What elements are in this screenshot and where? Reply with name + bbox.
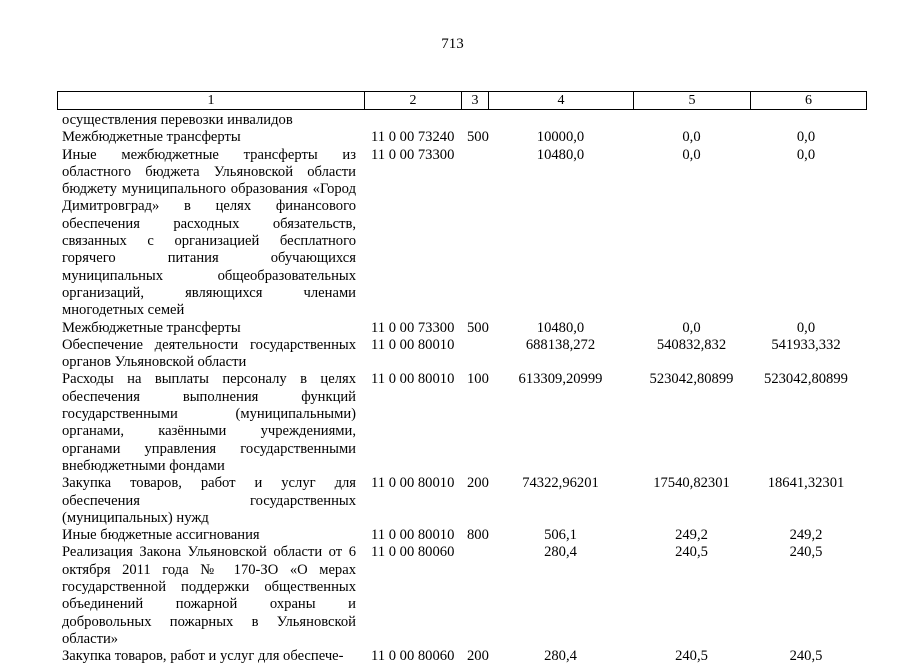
- row-expense-type: 200: [467, 648, 489, 665]
- row-expense-type: 500: [467, 319, 489, 336]
- row-value-col6: 240,5: [789, 544, 823, 561]
- table-row: [62, 527, 862, 544]
- row-code: 11 0 00 80010: [371, 336, 455, 353]
- row-value-col4: 506,1: [544, 527, 577, 544]
- row-value-col4: [488, 112, 633, 129]
- header-col-1: 1: [58, 92, 365, 110]
- row-name: Межбюджетные трансферты: [62, 319, 241, 336]
- row-value-col6: 0,0: [796, 129, 816, 146]
- row-value-col5: 249,2: [675, 527, 708, 544]
- row-value-col6: 523042,80899: [764, 371, 848, 388]
- row-expense-type: [461, 147, 488, 320]
- row-name: Обеспечение деятельности государственных органов Ульяновской области: [62, 336, 356, 371]
- row-name: Реализация Закона Ульяновской области от 6 октября 2011 года № 170-ЗО «О мерах государственной поддержки общественных объединений пожарной охраны и добровольных пожарных в Ульяновской области»: [62, 544, 356, 647]
- row-code: 11 0 00 73300: [371, 319, 455, 336]
- row-name: Иные межбюджетные трансферты из областного бюджета Ульяновской области бюджету муниципального образования «Город Димитровград» в целях финансового обеспечения расходных обязательств, связанных с организацией бесплатного горячего питания обучающихся муниципальных общеобразовательных организаций, являющихся членами многодетных семей: [62, 146, 356, 319]
- header-col-4: 4: [489, 92, 634, 110]
- row-code: 11 0 00 80010: [371, 527, 455, 544]
- row-expense-type: 100: [467, 371, 489, 388]
- table-row: [62, 475, 862, 527]
- table-row: [62, 648, 862, 665]
- row-value-col6: 0,0: [796, 146, 816, 163]
- row-name: Расходы на выплаты персоналу в целях обеспечения выполнения функций государственными (муниципальными) органами, казёнными учреждениями, органами управления государственными внебюджетными фондами: [62, 371, 356, 474]
- page-number: 713: [441, 36, 464, 52]
- table-row: [62, 112, 862, 129]
- row-value-col4: 280,4: [544, 648, 577, 665]
- row-value-col6: 18641,32301: [767, 475, 845, 492]
- row-value-col5: 0,0: [682, 129, 701, 146]
- row-value-col5: 0,0: [682, 146, 701, 163]
- header-col-6: 6: [751, 92, 867, 110]
- row-name: Иные бюджетные ассигнования: [62, 527, 260, 544]
- row-code: 11 0 00 80060: [371, 648, 455, 665]
- row-value-col6: 0,0: [796, 319, 816, 336]
- row-code: 11 0 00 73300: [371, 146, 455, 163]
- row-code: 11 0 00 80010: [371, 475, 455, 492]
- row-value-col6: 541933,332: [771, 336, 841, 353]
- table-row: [62, 544, 862, 648]
- row-value-col4: 10480,0: [536, 146, 585, 163]
- row-value-col6: 249,2: [789, 527, 823, 544]
- row-name: Межбюджетные трансферты: [62, 129, 241, 146]
- row-name: Закупка товаров, работ и услуг для обеспече-: [62, 648, 344, 665]
- table-row: [62, 129, 862, 146]
- table-row: [62, 337, 862, 372]
- table-row: [62, 320, 862, 337]
- row-expense-type: [461, 337, 488, 372]
- row-value-col5: 0,0: [682, 319, 701, 336]
- row-value-col5: 240,5: [675, 544, 708, 561]
- row-value-col4: 613309,20999: [518, 371, 603, 388]
- row-value-col4: 74322,96201: [522, 475, 599, 492]
- row-value-col6: [750, 112, 862, 129]
- row-value-col5: 240,5: [675, 648, 708, 665]
- row-expense-type: 500: [467, 129, 489, 146]
- header-col-2: 2: [365, 92, 462, 110]
- budget-table-body: [62, 112, 862, 666]
- row-name: Закупка товаров, работ и услуг для обеспечения государственных (муниципальных) нужд: [62, 475, 356, 526]
- header-col-5: 5: [634, 92, 751, 110]
- row-expense-type: [461, 544, 488, 648]
- row-value-col4: 280,4: [544, 544, 577, 561]
- table-header: [57, 91, 867, 110]
- budget-table: [62, 112, 862, 666]
- row-value-col5: 17540,82301: [653, 475, 730, 492]
- row-name: осуществления перевозки инвалидов: [62, 112, 293, 128]
- row-code: 11 0 00 73240: [371, 129, 455, 146]
- table-row: [62, 147, 862, 320]
- table-row: [62, 371, 862, 475]
- row-value-col4: 10000,0: [536, 129, 585, 146]
- row-expense-type: 200: [467, 475, 489, 492]
- row-value-col5: [633, 112, 750, 129]
- row-value-col5: 523042,80899: [649, 371, 734, 388]
- row-code: 11 0 00 80060: [371, 544, 455, 561]
- row-value-col6: 240,5: [789, 648, 823, 665]
- row-code: 11 0 00 80010: [371, 371, 455, 388]
- row-value-col5: 540832,832: [656, 336, 727, 353]
- row-expense-type: 800: [467, 527, 489, 544]
- row-value-col4: 10480,0: [536, 319, 585, 336]
- header-row: [58, 92, 867, 110]
- header-col-3: 3: [462, 92, 489, 110]
- row-expense-type: [461, 112, 488, 129]
- row-code: [364, 112, 461, 129]
- row-value-col4: 688138,272: [525, 336, 596, 353]
